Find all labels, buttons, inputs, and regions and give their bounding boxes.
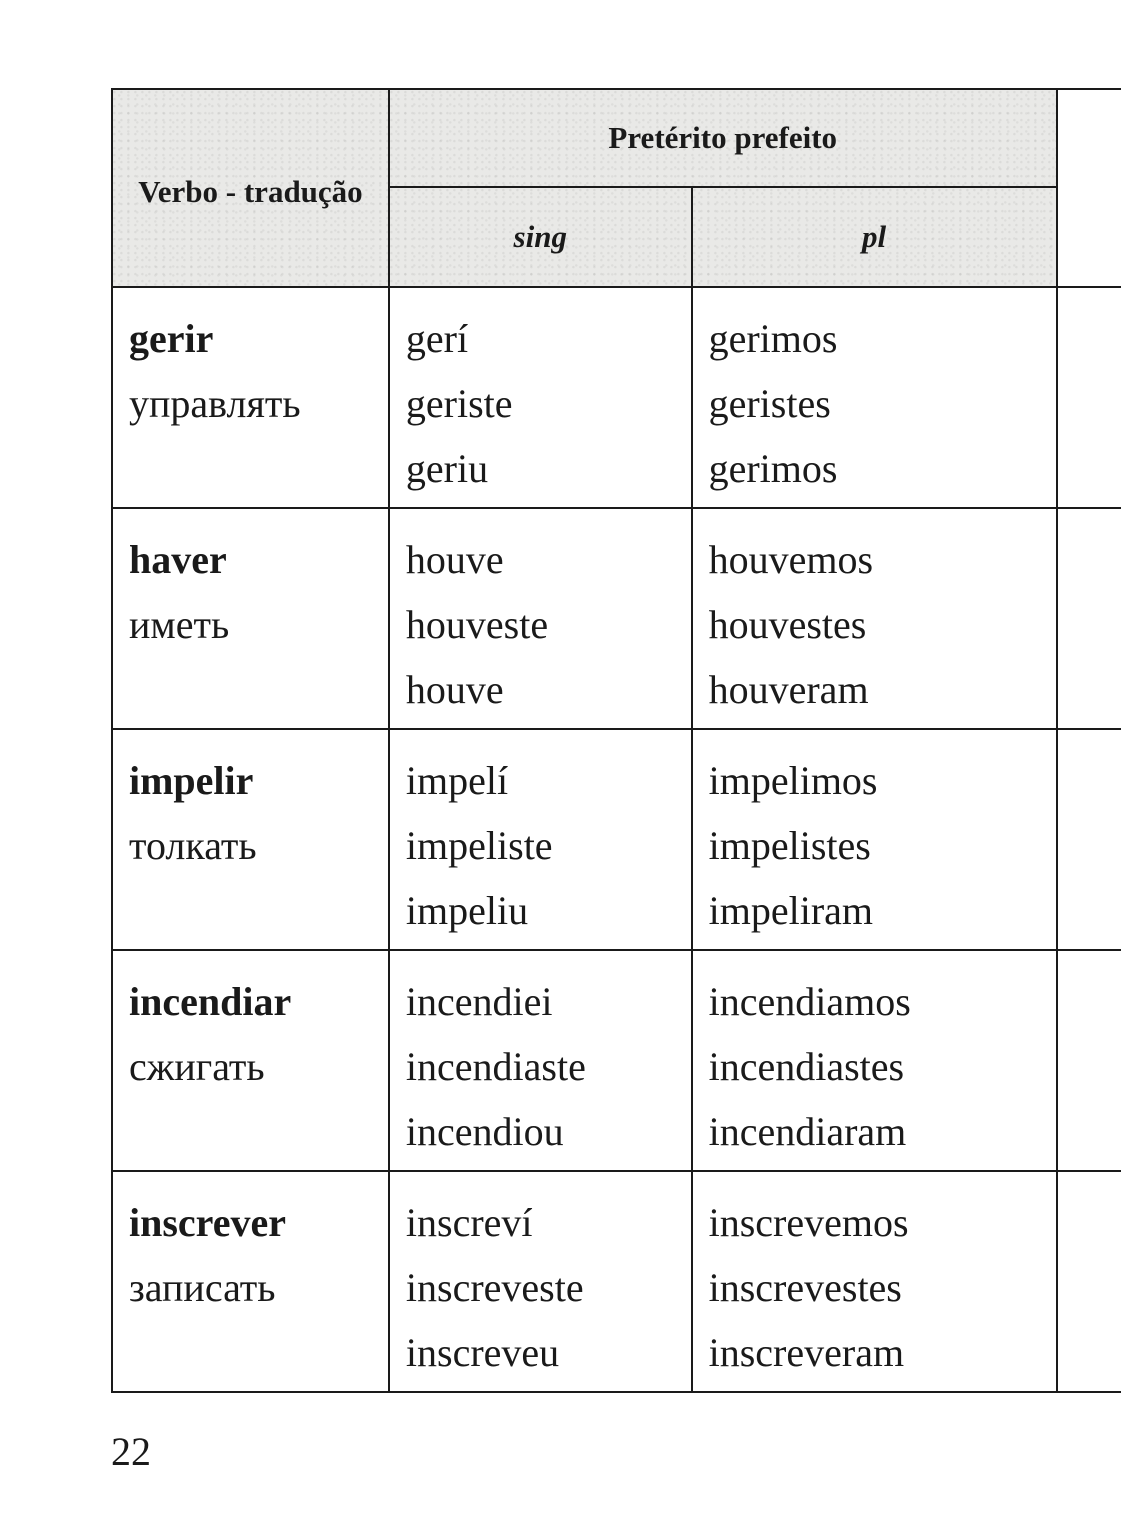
table-row — [112, 287, 1121, 508]
plural-cell — [692, 287, 1057, 508]
header-plural: pl — [692, 187, 1057, 287]
singular-form: inscreveste — [405, 1265, 584, 1310]
conjugation-table — [111, 88, 1121, 1393]
plural-form: inscrevestes — [708, 1265, 902, 1310]
singular-cell — [389, 950, 692, 1171]
singular-form: incendiou — [405, 1109, 564, 1154]
singular-form: incendiaste — [405, 1044, 586, 1089]
verb-translation: толкать — [129, 823, 257, 868]
plural-form: inscreveram — [708, 1330, 905, 1375]
verb-cell — [112, 508, 389, 729]
plural-form: impelimos — [708, 758, 878, 803]
continuation-cell — [1057, 1171, 1121, 1392]
header-continuation — [1057, 89, 1121, 287]
continuation-cell — [1057, 287, 1121, 508]
verb-cell — [112, 950, 389, 1171]
singular-form: geriste — [405, 381, 513, 426]
verb-cell — [112, 1171, 389, 1392]
verb-infinitive: haver — [129, 537, 227, 582]
singular-form: gerí — [405, 316, 469, 361]
singular-cell — [389, 287, 692, 508]
plural-cell — [692, 950, 1057, 1171]
plural-form: impeliram — [708, 888, 874, 933]
plural-form: houvestes — [708, 602, 867, 647]
table-row — [112, 950, 1121, 1171]
singular-form: impeliste — [405, 823, 553, 868]
verb-translation: сжигать — [129, 1044, 265, 1089]
singular-form: inscreveu — [405, 1330, 560, 1375]
plural-form: houveram — [708, 667, 869, 712]
header-verb-translation — [112, 89, 389, 287]
singular-form: inscreví — [405, 1200, 533, 1245]
verb-infinitive: gerir — [129, 316, 214, 361]
continuation-cell — [1057, 950, 1121, 1171]
singular-form: impelí — [405, 758, 509, 803]
singular-cell — [389, 1171, 692, 1392]
plural-form: inscrevemos — [708, 1200, 909, 1245]
table-row — [112, 1171, 1121, 1392]
verb-infinitive: incendiar — [129, 979, 292, 1024]
plural-form: geristes — [708, 381, 831, 426]
plural-cell — [692, 508, 1057, 729]
singular-cell — [389, 508, 692, 729]
plural-form: houvemos — [708, 537, 874, 582]
plural-form: incendiastes — [708, 1044, 905, 1089]
continuation-cell — [1057, 729, 1121, 950]
plural-form: gerimos — [708, 446, 838, 491]
singular-form: houve — [405, 537, 504, 582]
continuation-cell — [1057, 508, 1121, 729]
singular-form: houveste — [405, 602, 549, 647]
singular-cell — [389, 729, 692, 950]
table-row — [112, 508, 1121, 729]
verb-translation: иметь — [129, 602, 230, 647]
plural-form: gerimos — [708, 316, 838, 361]
header-tense: Pretérito prefeito — [389, 89, 1057, 187]
verb-cell — [112, 729, 389, 950]
header-verb-label: Verbo - tradução — [138, 174, 363, 209]
header-singular: sing — [389, 187, 692, 287]
singular-form: impeliu — [405, 888, 529, 933]
singular-form: geriu — [405, 446, 489, 491]
verb-infinitive: inscrever — [129, 1200, 286, 1245]
plural-cell — [692, 729, 1057, 950]
plural-form: incendiamos — [708, 979, 911, 1024]
page-number: 22 — [111, 1429, 151, 1474]
table-body — [112, 287, 1121, 1392]
singular-form: incendiei — [405, 979, 553, 1024]
singular-form: houve — [405, 667, 504, 712]
plural-cell — [692, 1171, 1057, 1392]
plural-form: incendiaram — [708, 1109, 907, 1154]
verb-translation: управлять — [129, 381, 301, 426]
plural-form: impelistes — [708, 823, 871, 868]
verb-cell — [112, 287, 389, 508]
table-row — [112, 729, 1121, 950]
verb-infinitive: impelir — [129, 758, 254, 803]
verb-translation: записать — [129, 1265, 276, 1310]
